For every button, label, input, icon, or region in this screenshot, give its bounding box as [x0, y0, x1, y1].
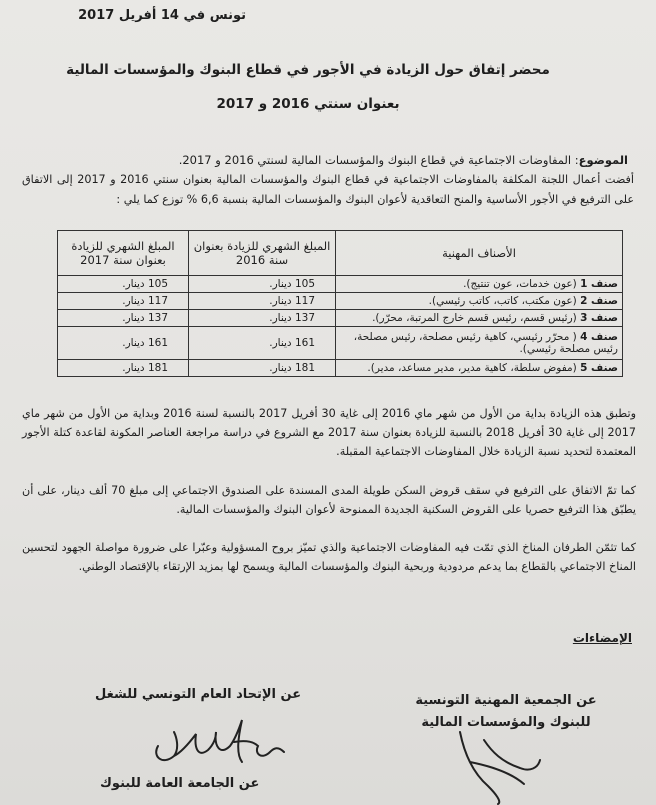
document-date: تونس في 14 أفريل 2017: [78, 8, 246, 23]
handwritten-signature-banks-association: [440, 722, 550, 805]
paragraph-social-climate: كما تثمّن الطرفان المناخ الذي تمّت فيه المفاوضات الاجتماعية والذي تميّز بروح المسؤولية وعبّرا على ضرورة مواصلة الجهود لتحسين المناخ الاجتماعي بالقطاع بما يدعم مردودية وربحية البنوك والمؤسسات المالية ويسمح لها بمزيد الإرتقاء بالإقتصاد الوطني.: [22, 541, 636, 573]
amount-2017-cell: 181 دينار.: [58, 360, 189, 377]
category-cell: [336, 360, 623, 377]
subject-label: الموضوع: [578, 153, 628, 167]
signatory-ugtt: عن الإتحاد العام التونسي للشغل: [95, 687, 302, 702]
table-row: [58, 276, 623, 293]
document-title: محضر إتفاق حول الزيادة في الأجور في قطاع البنوك والمؤسسات المالية: [66, 62, 550, 78]
subject-line: [179, 153, 628, 167]
category-cell: [336, 327, 623, 360]
paragraph-application-dates: وتطبق هذه الزيادة بداية من الأول من شهر ماي 2016 إلى غاية 30 أفريل 2017 بالنسبة لسنة 2016 وبداية من الأول من شهر ماي 2017 إلى غاية 30 أفريل 2018 بالنسبة للزيادة بعنوان سنة 2017 مع الشروع في دراسة مراجعة العناصر المكونة لقاعدة كتلة الأجور المعتمدة لتحديد نسبة الزيادة خلال المفاوضات الاجتماعية المقبلة.: [22, 407, 636, 458]
amount-2016-cell: 105 دينار.: [189, 276, 336, 293]
paragraph-housing-loans: كما تمّ الاتفاق على الترفيع في سقف قروض السكن طويلة المدى المسندة على الصندوق الاجتماعي إلى مبلغ 70 ألف دينار، على أن يطبّق هذا الترفيع حصريا على القروض السكنية الجديدة الممنوحة لأعوان البنوك والمؤسسات المالية.: [22, 484, 636, 516]
category-desc: (مفوض سلطة، كاهية مدير، مدير مساعد، مدير).: [367, 362, 577, 374]
category-class: صنف 3: [580, 312, 618, 324]
amount-2017-cell: 105 دينار.: [58, 276, 189, 293]
table-row: [58, 293, 623, 310]
table-header-row: [58, 231, 623, 276]
category-class: صنف 5: [580, 362, 618, 374]
category-class: صنف 4: [580, 331, 618, 343]
header-amount-2016: المبلغ الشهري للزيادة بعنوان سنة 2016: [189, 231, 336, 276]
amount-2017-cell: 137 دينار.: [58, 310, 189, 327]
signatory-banks-association: عن الجمعية المهنية التونسية للبنوك والمؤسسات المالية: [415, 693, 597, 730]
category-desc: (عون مكتب، كاتب، كاتب رئيسي).: [428, 295, 577, 307]
header-category: الأصناف المهنية: [336, 231, 623, 276]
category-desc: (رئيس قسم، رئيس قسم خارج المرتبة، محرّر).: [372, 312, 577, 324]
intro-paragraph: أفضت أعمال اللجنة المكلفة بالمفاوضات الاجتماعية في قطاع البنوك والمؤسسات المالية بعنوان سنتي 2016 و 2017 إلى الاتفاق على الترفيع في الأجور الأساسية والمنح التعاقدية لأعوان البنوك والمؤسسات المالية بنسبة 6,6 % توزع كما يلي :: [22, 173, 634, 206]
header-amount-2017: المبلغ الشهري للزيادة بعنوان سنة 2017: [58, 231, 189, 276]
amount-2016-cell: 137 دينار.: [189, 310, 336, 327]
category-class: صنف 1: [580, 278, 618, 290]
category-cell: [336, 310, 623, 327]
category-desc: (عون خدمات، عون تنتيج).: [463, 278, 577, 290]
signatures-heading: الإمضاءات: [572, 631, 632, 645]
document-subtitle: بعنوان سنتي 2016 و 2017: [216, 96, 400, 112]
subject-text: : المفاوضات الاجتماعية في قطاع البنوك والمؤسسات المالية لسنتي 2016 و 2017.: [178, 153, 579, 167]
category-cell: [336, 276, 623, 293]
table-row: [58, 360, 623, 377]
category-cell: [336, 293, 623, 310]
amount-2016-cell: 161 دينار.: [189, 327, 336, 360]
category-class: صنف 2: [580, 295, 618, 307]
amount-2016-cell: 117 دينار.: [189, 293, 336, 310]
signatory-banks-federation: عن الجامعة العامة للبنوك: [100, 776, 260, 791]
amount-2017-cell: 161 دينار.: [58, 327, 189, 360]
table-row: [58, 327, 623, 360]
category-desc: ( محرّر رئيسي، كاهية رئيس مصلحة، رئيس مصلحة، رئيس مصلحة رئيسي).: [353, 331, 618, 355]
table-row: [58, 310, 623, 327]
handwritten-signature-ugtt: [150, 712, 300, 772]
amount-2017-cell: 117 دينار.: [58, 293, 189, 310]
salary-increase-table: [57, 230, 623, 377]
amount-2016-cell: 181 دينار.: [189, 360, 336, 377]
